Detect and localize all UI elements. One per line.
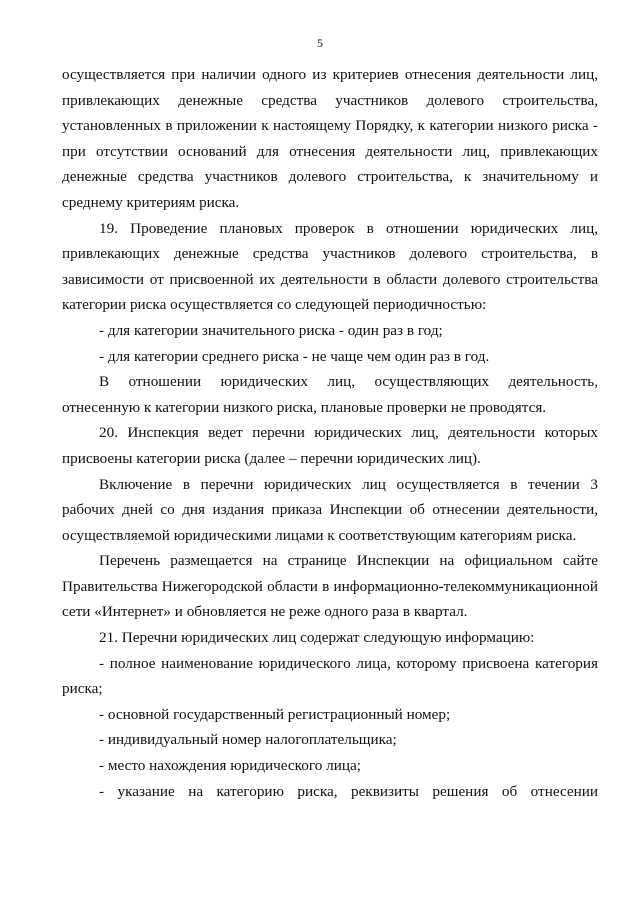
- document-body: [62, 62, 598, 804]
- paragraph-clause-19: 19. Проведение плановых проверок в отношении юридических лиц, привлекающих денежные средства участников долевого строительства, в зависимости от присвоенной их деятельности в области долевого строительства категории риска осуществляется со следующей периодичностью:: [62, 219, 598, 314]
- list-item-location: - место нахождения юридического лица;: [99, 757, 361, 775]
- list-item-inn: - индивидуальный номер налогоплательщика;: [99, 731, 397, 749]
- paragraph-low-risk: В отношении юридических лиц, осуществляющих деятельность, отнесенную к категории низкого риска, плановые проверки не проводятся.: [62, 373, 598, 416]
- paragraph-publication: Перечень размещается на странице Инспекции на официальном сайте Правительства Нижегородской области в информационно-телекоммуникационной сети «Интернет» и обновляется не реже одного раза в квартал.: [62, 552, 598, 621]
- list-item-ogrn: - основной государственный регистрационный номер;: [99, 705, 451, 723]
- page-number: 5: [317, 36, 323, 50]
- paragraph-continuation: осуществляется при наличии одного из критериев отнесения деятельности лиц, привлекающих денежные средства участников долевого строительства, установленных в приложении к настоящему Порядку, к категории низкого риска - при отсутствии оснований для отнесения деятельности лиц, привлекающих денежные средства участников долевого строительства, к значительному и среднему критериям риска.: [62, 66, 598, 211]
- list-item-medium-risk: - для категории среднего риска - не чаще чем один раз в год.: [99, 347, 490, 365]
- list-item-significant-risk: - для категории значительного риска - один раз в год;: [99, 321, 443, 339]
- paragraph-clause-21: 21. Перечни юридических лиц содержат следующую информацию:: [99, 629, 535, 647]
- list-item-risk-category: - указание на категорию риска, реквизиты решения об отнесении: [99, 782, 598, 800]
- paragraph-inclusion: Включение в перечни юридических лиц осуществляется в течении 3 рабочих дней со дня издания приказа Инспекции об отнесении деятельности, осуществляемой юридическими лицами к соответствующим категориям риска.: [62, 475, 598, 544]
- list-item-full-name: - полное наименование юридического лица, которому присвоена категория риска;: [62, 654, 598, 698]
- paragraph-clause-20: 20. Инспекция ведет перечни юридических лиц, деятельности которых присвоены категории риска (далее – перечни юридических лиц).: [62, 424, 598, 467]
